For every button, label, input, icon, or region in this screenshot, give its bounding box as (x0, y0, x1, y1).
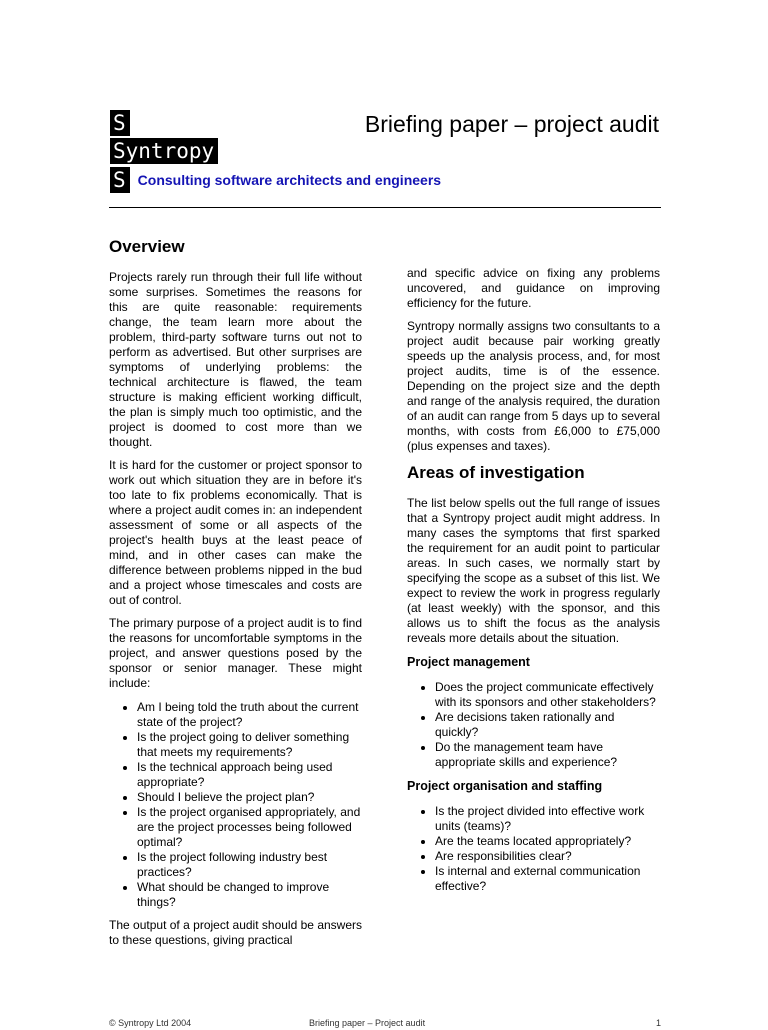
overview-heading: Overview (109, 237, 185, 256)
logo-letter-top: S (110, 110, 130, 136)
list-item: • Does the project communicate effectively with its sponsors and other stakeholders? (435, 680, 660, 710)
list-item: • Is the technical approach being used appropriate? (137, 760, 362, 790)
logo-wordmark: Syntropy (110, 138, 218, 164)
project-management-heading: Project management (407, 655, 530, 669)
staffing-paragraph: Syntropy normally assigns two consultants to a project audit because pair working greatly speeds up the analysis process, and, for most project audits, time is of the essence. Depending on the project size and the depth and range of the analysis required, the duration of an audit can range from 5 days up to several months, with costs from £6,000 to £75,000 (plus expenses and taxes). (407, 319, 660, 453)
footer-page-number: 1 (655, 1018, 661, 1028)
list-item: • Do the management team have appropriate skills and experience? (435, 740, 660, 770)
audit-questions-list (109, 700, 362, 910)
header-divider (109, 207, 661, 208)
list-item: • Is the project organised appropriately, and are the project processes being followed optimal? (137, 805, 362, 850)
logo-row-middle (110, 138, 218, 164)
overview-paragraph: Projects rarely run through their full life without some surprises. Sometimes the reasons for this are quite reasonable: requirements change, the team learn more about the problem, third-party software turns out not to perform as advertised. But other surprises are symptoms of underlying problems: the technical architecture is flawed, the team structure is making efficient working difficult, the plan is simply much too optimistic, and the project is doomed to cost more than we thought. (109, 270, 362, 449)
list-item: • Am I being told the truth about the current state of the project? (137, 700, 362, 730)
logo-row-bottom (110, 167, 441, 193)
list-item: • Are the teams located appropriately? (435, 834, 660, 849)
footer-document-name: Briefing paper – Project audit (309, 1018, 426, 1028)
list-item: • Are decisions taken rationally and quickly? (435, 710, 660, 740)
overview-paragraph: The primary purpose of a project audit is to find the reasons for uncomfortable symptoms in the project, and answer questions posed by the sponsor or senior manager. These might include: (109, 616, 362, 690)
list-item: • Are responsibilities clear? (435, 849, 660, 864)
list-item: • Is the project going to deliver something that meets my requirements? (137, 730, 362, 760)
list-item: • Is the project following industry best practices? (137, 850, 362, 880)
project-management-list (407, 680, 660, 770)
overview-closing-paragraph: The output of a project audit should be answers to these questions, giving practical (109, 918, 362, 947)
overview-continuation-paragraph: and specific advice on fixing any problems uncovered, and guidance on improving efficiency for the future. (407, 266, 660, 310)
list-item: • Should I believe the project plan? (137, 790, 362, 805)
project-organisation-list (407, 804, 660, 894)
list-item: • Is internal and external communication effective? (435, 864, 660, 894)
page-footer (109, 1016, 661, 1030)
logo-row-top (110, 110, 130, 136)
areas-intro-paragraph: The list below spells out the full range of issues that a Syntropy project audit might address. In many cases the symptoms that first sparked the requirement for an audit point to particular areas. In such cases, we normally start by specifying the scope as a subset of this list. We expect to review the work in progress regularly (at least weekly) with the sponsor, and this allows us to shift the focus as the analysis reveals more details about the situation. (407, 496, 660, 645)
logo-letter-bottom: S (110, 167, 130, 193)
list-item: • What should be changed to improve things? (137, 880, 362, 910)
overview-paragraph: It is hard for the customer or project sponsor to work out which situation they are in before it's too late to fix problems economically. That is where a project audit comes in: an independent assessment of some or all aspects of the project's health buys at the least peace of mind, and in other cases can make the difference between problems nipped in the bud and a project whose timescales and costs are out of control. (109, 458, 362, 607)
list-item: • Is the project divided into effective work units (teams)? (435, 804, 660, 834)
company-tagline: Consulting software architects and engineers (137, 172, 442, 188)
footer-copyright: © Syntropy Ltd 2004 (109, 1018, 192, 1028)
project-organisation-heading: Project organisation and staffing (407, 779, 603, 793)
document-title: Briefing paper – project audit (364, 111, 659, 137)
right-column (407, 266, 660, 902)
areas-heading: Areas of investigation (407, 463, 585, 482)
left-column (109, 236, 362, 956)
